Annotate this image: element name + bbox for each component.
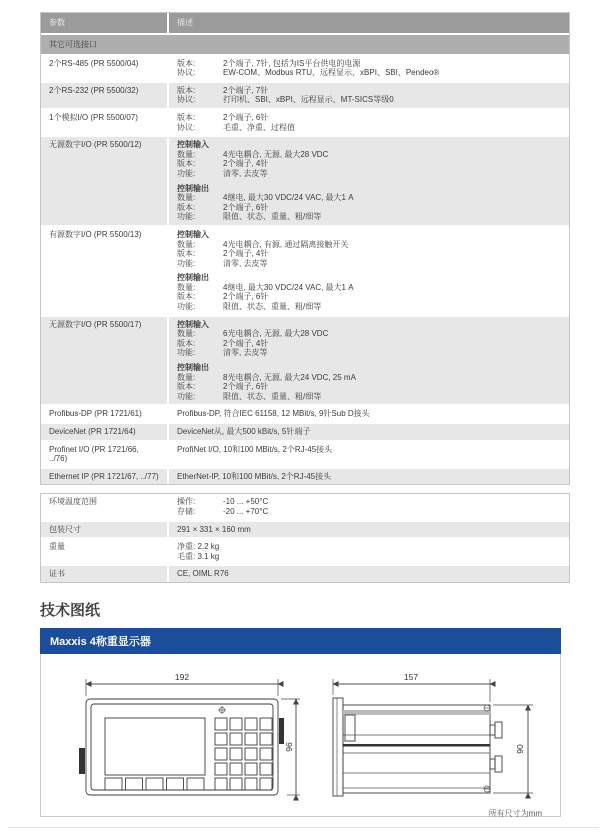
- desc-value: 限值、状态、重量、粗/细等: [223, 212, 322, 222]
- drawing-panel: [40, 628, 561, 817]
- desc-cell: [167, 56, 569, 81]
- desc-cell: [167, 406, 569, 422]
- param-cell: 有源数字I/O (PR 5500/13): [49, 229, 142, 239]
- desc-label: 功能:: [177, 391, 196, 401]
- desc-text: DeviceNet从, 最大500 kBit/s, 5针端子: [177, 427, 311, 436]
- param-cell: 1个模拟I/O (PR 5500/07): [49, 112, 138, 122]
- table-row: [41, 537, 569, 564]
- table-row: [41, 315, 569, 405]
- table-row: [41, 520, 569, 538]
- desc-line: [177, 292, 561, 302]
- rear-connector-bottom: [490, 756, 502, 772]
- desc-label: 协议:: [177, 122, 196, 132]
- desc-cell: [167, 469, 569, 485]
- desc-cell: [167, 317, 569, 405]
- front-bezel-flange: [333, 698, 343, 796]
- desc-label: 协议:: [177, 95, 196, 105]
- desc-value: 4光电耦合, 无源, 最大28 VDC: [223, 149, 329, 159]
- desc-line: [177, 169, 561, 179]
- desc-value: 清零, 去皮等: [223, 168, 268, 178]
- table-row: [41, 225, 569, 315]
- desc-line: [177, 339, 561, 349]
- technical-drawing: [41, 654, 560, 816]
- control-input-group: [177, 140, 561, 178]
- param-cell: Ethernet IP (PR 1721/67, ../77): [49, 471, 159, 481]
- desc-value: 清零, 去皮等: [223, 348, 268, 358]
- param-cell: 证书: [49, 569, 65, 579]
- desc-value: 毛重、净重、过程值: [223, 122, 295, 132]
- rear-screw-bottom: [484, 786, 490, 792]
- desc-value: -10 ... +50°C: [223, 497, 269, 507]
- desc-value: 2个端子, 6针: [223, 382, 269, 392]
- desc-value: 2个端子, 6针: [223, 292, 269, 302]
- desc-value: 打印机、SBI、xBPI、远程显示、MT-SICS等级0: [223, 95, 394, 105]
- datasheet-page: [0, 12, 607, 817]
- desc-label: 协议:: [177, 68, 196, 78]
- desc-value: EW-COM、Modbus RTU、远程显示、xBPI、SBI、Pendeo®: [223, 68, 440, 78]
- dimension-side-depth: [333, 672, 490, 702]
- desc-value: 2个端子, 6针: [223, 112, 269, 122]
- desc-label: 数量:: [177, 149, 196, 159]
- table-row: [41, 422, 569, 440]
- group-title: 控制输出: [177, 273, 209, 283]
- dimension-front-height: [281, 699, 300, 795]
- desc-value: 4继电, 最大30 VDC/24 VAC, 最大1 A: [223, 193, 354, 203]
- desc-line: [177, 507, 561, 517]
- param-cell: Profinet I/O (PR 1721/66, ../76): [49, 444, 139, 464]
- desc-text: Profibus-DP, 符合IEC 61158, 12 MBit/s, 9针Sub D接头: [177, 409, 370, 419]
- param-cell: 包装尺寸: [49, 524, 81, 534]
- desc-line: [177, 150, 561, 160]
- desc-cell: [167, 137, 569, 225]
- desc-text: 净重: 2.2 kg: [177, 542, 220, 552]
- desc-label: 功能:: [177, 302, 196, 312]
- desc-line: [177, 329, 561, 339]
- display-area: [105, 718, 205, 775]
- desc-line: [177, 212, 561, 222]
- dimension-label-192: 192: [174, 671, 190, 682]
- group-title: 控制输出: [177, 363, 209, 373]
- table-row: [41, 440, 569, 467]
- desc-text: CE, OIML R76: [177, 569, 229, 579]
- group-title: 控制输入: [177, 229, 209, 239]
- crosshair-icon: [218, 706, 226, 714]
- dimension-label-157: 157: [403, 671, 419, 682]
- desc-line: [177, 203, 561, 213]
- table-row: [41, 564, 569, 582]
- desc-value: 8光电耦合, 无源, 最大24 VDC, 25 mA: [223, 372, 356, 382]
- param-cell: 无源数字I/O (PR 5500/17): [49, 319, 142, 329]
- spec-table: [40, 12, 570, 485]
- desc-label: 版本:: [177, 202, 196, 212]
- dimension-label-96: 96: [284, 742, 294, 752]
- dimension-side-height: [493, 705, 533, 793]
- desc-line: [177, 68, 561, 78]
- group-title: 控制输出: [177, 183, 209, 193]
- param-cell: DeviceNet (PR 1721/64): [49, 427, 136, 436]
- param-cell: 2个RS-232 (PR 5500/32): [49, 85, 139, 95]
- section-title-technical-drawings: 技术图纸: [40, 601, 101, 619]
- section-header: 其它可选接口: [41, 33, 569, 54]
- desc-value: 限值、状态、重量、粗/细等: [223, 391, 322, 401]
- desc-value: 2个端子, 4针: [223, 249, 269, 259]
- desc-cell: [167, 539, 569, 564]
- desc-value: 限值、状态、重量、粗/细等: [223, 302, 322, 312]
- desc-line: [177, 86, 561, 96]
- group-title: 控制输入: [177, 319, 209, 329]
- desc-cell: [167, 442, 569, 467]
- desc-line: [177, 392, 561, 402]
- desc-label: 版本:: [177, 382, 196, 392]
- desc-label: 功能:: [177, 212, 196, 222]
- control-input-group: [177, 320, 561, 358]
- desc-label: 数量:: [177, 193, 196, 203]
- desc-value: 4光电耦合, 有源, 通过隔离接触开关: [223, 239, 349, 249]
- desc-label: 操作:: [177, 497, 196, 507]
- table-row: [41, 54, 569, 81]
- table-row: [41, 108, 569, 135]
- desc-label: 版本:: [177, 292, 196, 302]
- desc-label: 功能:: [177, 258, 196, 268]
- table-row: [41, 494, 569, 519]
- desc-text: EtherNet-IP, 10和100 MBit/s, 2个RJ-45接头: [177, 471, 332, 481]
- desc-text: ProfiNet I/O, 10和100 MBit/s, 2个RJ-45接头: [177, 444, 333, 454]
- mounting-clip-right: [279, 718, 284, 744]
- desc-label: 版本:: [177, 112, 196, 122]
- desc-line: [177, 497, 561, 507]
- housing-body: [343, 705, 490, 793]
- desc-value: 2个端子, 6针: [223, 202, 269, 212]
- desc-cell: [167, 494, 569, 519]
- desc-label: 版本:: [177, 159, 196, 169]
- desc-label: 版本:: [177, 338, 196, 348]
- desc-text: 毛重: 3.1 kg: [177, 551, 220, 561]
- desc-label: 存储:: [177, 506, 196, 516]
- table-row: [41, 467, 569, 485]
- page-footer-rule: [8, 827, 599, 828]
- control-input-group: [177, 230, 561, 268]
- desc-cell: [167, 566, 569, 582]
- desc-line: [177, 240, 561, 250]
- desc-line: [177, 348, 561, 358]
- dimension-label-90: 90: [515, 744, 525, 754]
- desc-cell: [167, 424, 569, 440]
- desc-line: [177, 373, 561, 383]
- desc-value: 清零, 去皮等: [223, 258, 268, 268]
- control-output-group: [177, 184, 561, 222]
- desc-value: 4继电, 最大30 VDC/24 VAC, 最大1 A: [223, 282, 354, 292]
- desc-value: -20 ... +70°C: [223, 506, 269, 516]
- drawing-panel-title: Maxxis 4称重显示器: [40, 628, 561, 654]
- param-cell: 无源数字I/O (PR 5500/12): [49, 140, 142, 150]
- side-step-detail: [345, 715, 355, 741]
- desc-label: 数量:: [177, 329, 196, 339]
- table-row: [41, 135, 569, 225]
- column-header-desc: 描述: [167, 13, 569, 33]
- desc-value: 2个端子, 7针, 包括为IS平台供电的电源: [223, 58, 361, 68]
- control-output-group: [177, 273, 561, 311]
- dimension-front-width: [86, 672, 278, 696]
- param-cell: 2个RS-485 (PR 5500/04): [49, 58, 139, 68]
- group-title: 控制输入: [177, 140, 209, 150]
- desc-label: 数量:: [177, 372, 196, 382]
- desc-cell: [167, 83, 569, 108]
- drawing-panel-body: [40, 654, 561, 817]
- desc-line: [177, 259, 561, 269]
- desc-line: [177, 159, 561, 169]
- desc-label: 数量:: [177, 239, 196, 249]
- softkey-row: [105, 778, 204, 790]
- mounting-clip-left: [79, 748, 85, 774]
- desc-line: [177, 193, 561, 203]
- desc-value: 6光电耦合, 无源, 最大28 VDC: [223, 329, 329, 339]
- param-cell: 环境温度范围: [49, 497, 97, 507]
- param-cell: 重量: [49, 542, 65, 552]
- keypad-grid: [215, 718, 272, 790]
- table-header-row: [41, 13, 569, 33]
- desc-line: [177, 249, 561, 259]
- desc-cell: [167, 110, 569, 135]
- dimensions-footnote: 所有尺寸为mm: [488, 809, 542, 818]
- desc-line: [177, 382, 561, 392]
- rear-connector-top: [490, 722, 502, 738]
- desc-label: 功能:: [177, 348, 196, 358]
- table-row: [41, 81, 569, 108]
- column-header-param: 参数: [49, 18, 65, 27]
- desc-label: 功能:: [177, 168, 196, 178]
- general-table: [40, 493, 570, 583]
- desc-cell: [167, 227, 569, 315]
- front-view-drawing: [79, 699, 284, 795]
- control-output-group: [177, 363, 561, 401]
- desc-value: 2个端子, 4针: [223, 338, 269, 348]
- desc-text: 291 × 331 × 160 mm: [177, 524, 251, 534]
- desc-line: [177, 59, 561, 69]
- desc-line: [177, 302, 561, 312]
- desc-cell: [167, 522, 569, 538]
- desc-label: 数量:: [177, 282, 196, 292]
- desc-label: 版本:: [177, 58, 196, 68]
- desc-value: 2个端子, 7针: [223, 85, 269, 95]
- desc-label: 版本:: [177, 249, 196, 259]
- desc-line: [177, 123, 561, 133]
- desc-label: 版本:: [177, 85, 196, 95]
- table-row: [41, 404, 569, 422]
- desc-line: [177, 95, 561, 105]
- side-view-drawing: [333, 698, 502, 796]
- param-cell: Profibus-DP (PR 1721/61): [49, 409, 142, 419]
- desc-value: 2个端子, 4针: [223, 159, 269, 169]
- desc-line: [177, 113, 561, 123]
